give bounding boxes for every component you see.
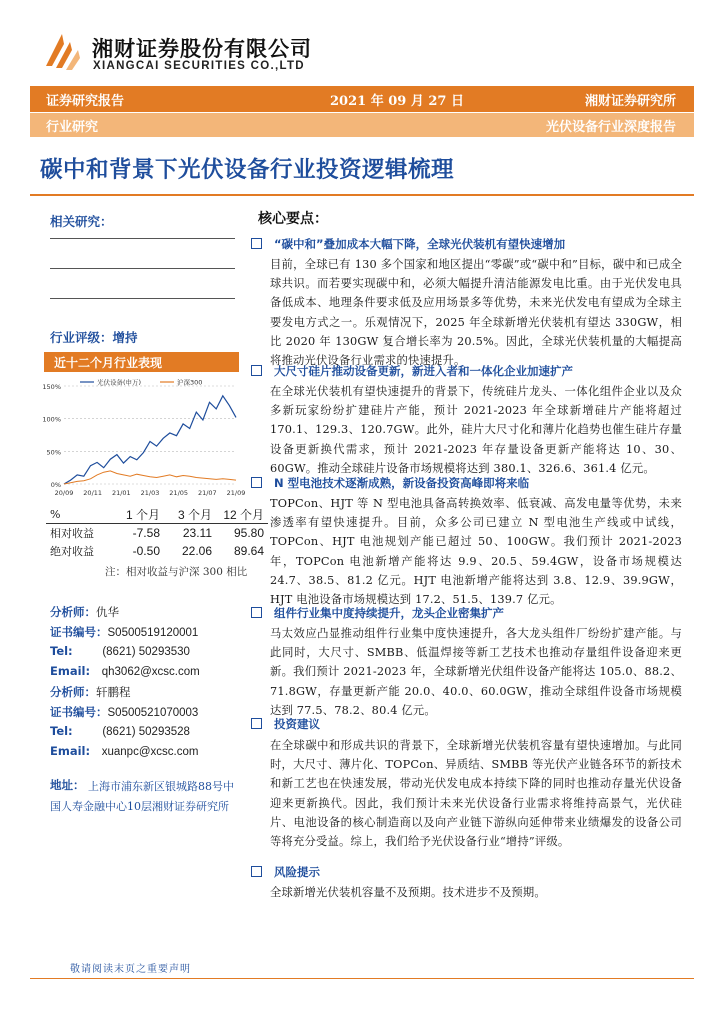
checkbox-bullet-icon [251, 365, 262, 376]
company-name-en: XIANGCAI SECURITIES CO.,LTD [93, 60, 305, 72]
chart-x-tick-label: 21/05 [169, 489, 189, 497]
related-research-line-3 [50, 298, 235, 299]
analyst-1-tel: Tel: (8621) 50293530 [50, 644, 190, 658]
title-divider [30, 194, 694, 196]
report-category: 行业研究 [46, 120, 99, 135]
chart-y-tick-label: 50% [46, 448, 61, 457]
table-cell: 95.80 [233, 526, 264, 540]
chart-series-line-1 [64, 396, 236, 484]
analyst-2-tel: Tel: (8621) 50293528 [50, 724, 190, 738]
chart-series-lines [64, 396, 236, 484]
institute-name: 湘财证券研究所 [584, 94, 676, 109]
checkbox-bullet-icon [251, 866, 262, 877]
section-heading-carbon: “碳中和”叠加成本大幅下降，全球光伏装机有望快速增加 [251, 236, 565, 252]
analyst-1-cert: 证书编号：S0500519120001 [50, 625, 199, 639]
report-subject: 光伏设备行业深度报告 [545, 120, 676, 135]
related-research-line-1 [50, 238, 235, 239]
section-body-module: 马太效应凸显推动组件行业集中度快速提升，各大龙头组件厂纷纷扩建产能。与此同时，大尺寸、SMBB、低温焊接等新工艺技术也推动存量组件设备迎来更新。我们预计 2021-2023 年，全球新增光伏组件设备产能将达 105.0、88.2、71.8GW，存量更新产能 20.0、40.0、60.0GW，推动全球组件设备市场规模达到 77.5、78.2、80.4 亿元。 [270, 627, 682, 717]
analyst-2-name: 分析师：轩鹏程 [50, 685, 131, 699]
section-body-carbon: 目前，全球已有 130 多个国家和地区提出“零碳”或“碳中和”目标，碳中和已成全球共识。而若要实现碳中和，必须大幅提升清洁能源发电比重。由于光伏发电具备低成本、地理条件要求低及应用场景多等优势，未来光伏发电有望成为全球主要发电方式之一。乐观情况下，2025 年全球新增光伏装机有望达 330GW，相比 2020 年 130GW 复合增长率为 20.5%。因此，全球光伏装机量的大幅提高将推动光伏设备行业需求的快速提升。 [270, 258, 682, 368]
section-body-cell: TOPCon、HJT 等 N 型电池具备高转换效率、低衰减、高发电量等优势，未来渗透率有望快速提升。目前，众多公司已建立 N 型电池生产线或中试线，TOPCon、HJT 电池规划产能已超过 50、100GW。我们预计 2021-2023 年，TOPCon 电池新增产能将达 9.9、20.5、59.4GW，设备市场规模达 24.7、38.5、81.2 亿元。HJT 电池新增产能将达到 3.8、12.9、39.9GW， HJT 电池设备市场规模达到 17.2、51.5、139.7 亿元。 [270, 497, 682, 607]
analyst-2-cert: 证书编号：S0500521070003 [50, 705, 199, 719]
chart-y-tick-label: 150% [42, 383, 61, 391]
chart-x-tick-label: 21/07 [197, 489, 217, 497]
table-header: % [46, 505, 112, 524]
analyst-2-email[interactable]: Email: xuanpc@xcsc.com [50, 744, 199, 758]
company-logo-icon [40, 28, 84, 72]
table-header-row [46, 505, 268, 524]
checkbox-bullet-icon [251, 238, 262, 249]
report-type: 证券研究报告 [46, 94, 125, 109]
checkbox-bullet-icon [251, 607, 262, 618]
performance-note: 注：相对收益与沪深 300 相比 [105, 566, 248, 578]
table-cell: -0.50 [132, 544, 160, 558]
footer-divider [30, 978, 694, 979]
address-label: 地址： [50, 778, 85, 792]
chart-series-line-2 [64, 471, 236, 484]
footer-disclaimer: 敬请阅读末页之重要声明 [70, 964, 191, 975]
performance-table [46, 505, 268, 560]
page-title: 碳中和背景下光伏设备行业投资逻辑梳理 [40, 157, 455, 183]
chart-x-tick-label: 21/03 [140, 489, 160, 497]
table-cell: 23.11 [182, 526, 212, 540]
table-header: 3 个月 [164, 505, 216, 524]
chart-grid [64, 386, 236, 484]
chart-x-tick-label: 21/01 [111, 489, 131, 497]
section-heading-risk: 风险提示 [251, 864, 320, 880]
industry-rating: 行业评级：增持 [50, 330, 138, 345]
section-body-wafer: 在全球光伏装机有望快速提升的背景下，传统硅片龙头、一体化组件企业以及众多新玩家纷纷扩建硅片产能，预计 2021-2023 年全球新增硅片产能将超过 170.1、129.3、120.7GW。此外，硅片大尺寸化和薄片化趋势也催生硅片存量设备更新换代需求，预计 2021-2023 年存量设备更新产能将达 10、30、60GW。推动全球硅片设备市场规模将达到 380.1、326.6、361.4 亿元。 [270, 385, 682, 475]
section-heading-cell: N 型电池技术逐渐成熟，新设备投资高峰即将来临 [251, 475, 529, 491]
checkbox-bullet-icon [251, 477, 262, 488]
analyst-1-email[interactable]: Email: qh3062@xcsc.com [50, 664, 200, 678]
table-header: 12 个月 [216, 505, 268, 524]
section-heading-wafer: 大尺寸硅片推动设备更新，新进入者和一体化企业加速扩产 [251, 363, 573, 379]
section-heading-module: 组件行业集中度持续提升，龙头企业密集扩产 [251, 605, 504, 621]
table-row [46, 542, 268, 560]
chart-legend-label: 沪深300 [177, 378, 203, 387]
header-band-primary [30, 86, 694, 112]
report-date: 2021 年 09 月 27 日 [330, 94, 464, 109]
related-research-label: 相关研究： [50, 214, 113, 229]
core-points-title: 核心要点： [258, 211, 328, 227]
chart-x-tick-label: 20/11 [83, 489, 103, 497]
table-row [46, 524, 268, 543]
table-cell: -7.58 [132, 526, 160, 540]
chart-y-tick-label: 0% [50, 481, 61, 489]
section-heading-investment: 投资建议 [251, 716, 320, 732]
table-cell: 89.64 [233, 544, 264, 558]
industry-performance-chart [40, 376, 246, 500]
row-label: 相对收益 [50, 527, 94, 540]
table-header: 1 个月 [112, 505, 164, 524]
chart-y-tick-label: 100% [42, 415, 61, 424]
header-band-secondary [30, 113, 694, 137]
related-research-line-2 [50, 268, 235, 269]
section-body-investment: 在全球碳中和形成共识的背景下，全球新增光伏装机容量有望快速增加。与此同时，大尺寸、薄片化、TOPCon、异质结、SMBB 等光伏产业链各环节的新技术和新工艺也在快速发展，带动光伏发电成本持续下降的同时也推动存量光伏设备迎来更新换代。因此，我们预计未来光伏设备行业需求将维持高景气，光伏硅片、电池设备的核心制造商以及向产业链下游纵向延伸带来业绩爆发的设备公司等将充分受益。综上，我们给予光伏设备行业“增持”评级。 [270, 739, 682, 849]
row-label: 绝对收益 [50, 545, 94, 558]
performance-title: 近十二个月行业表现 [54, 356, 163, 370]
section-body-risk: 全球新增光伏装机容量不及预期。技术进步不及预期。 [270, 886, 546, 899]
address-text: 上海市浦东新区银城路88号中国人寿金融中心10层湘财证券研究所 [50, 780, 234, 813]
table-cell: 22.06 [181, 544, 212, 558]
chart-legend-label: 光伏设备(申万) [97, 378, 142, 387]
chart-x-tick-label: 20/09 [54, 489, 74, 497]
analyst-1-name: 分析师：仇华 [50, 605, 119, 619]
company-name-cn: 湘财证券股份有限公司 [92, 37, 312, 61]
chart-x-tick-label: 21/09 [226, 489, 246, 497]
performance-title-bar [44, 352, 239, 372]
checkbox-bullet-icon [251, 718, 262, 729]
